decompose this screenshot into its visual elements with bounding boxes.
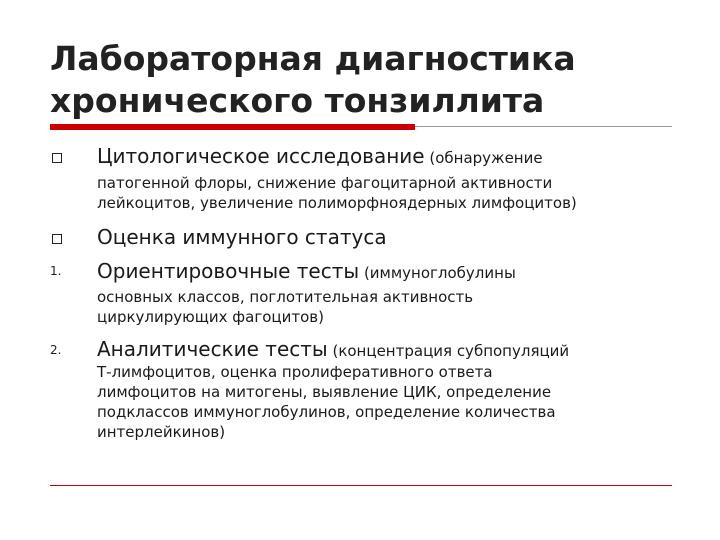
slide-title (50, 38, 690, 122)
bullet-continuation-line: циркулирующих фагоцитов) (97, 308, 324, 326)
bullet-continuation-line: Т-лимфоцитов, оценка пролиферативного ответа (97, 363, 493, 381)
square-bullet-icon (52, 153, 62, 163)
footer-divider (50, 485, 672, 486)
bullet-lead-text: Оценка иммунного статуса (97, 225, 387, 249)
bullet-line (97, 144, 543, 168)
bullet-continuation-line: лейкоцитов, увеличение полиморфноядерных лимфоцитов) (97, 194, 577, 212)
bullet-item-immune-status (50, 225, 680, 253)
bullet-continuation-line: подклассов иммуноглобулинов, определение количества (97, 403, 556, 421)
bullet-continuation (97, 173, 687, 213)
bullet-lead-text: Аналитические тесты (97, 337, 328, 361)
bullet-continuation-line: интерлейкинов) (97, 423, 226, 441)
bullet-continuation (97, 287, 687, 327)
bullet-continuation-line: лимфоцитов на митогены, выявление ЦИК, определение (97, 383, 552, 401)
bullet-line (97, 337, 569, 361)
bullet-continuation-line: патогенной флоры, снижение фагоцитарной активности (97, 174, 553, 192)
title-accent-bar (50, 124, 415, 130)
numbered-item-analytic-tests (50, 337, 680, 449)
numbered-item-screening-tests (50, 259, 680, 329)
bullet-line (97, 259, 516, 283)
bullet-tail-text: (концентрация субпопуляций (327, 342, 570, 360)
bullet-continuation (97, 362, 687, 442)
item-number: 2. (50, 343, 62, 357)
bullet-continuation-line: основных классов, поглотительная активность (97, 288, 474, 306)
slide-title-line-2: хронического тонзиллита (50, 81, 545, 120)
item-number: 1. (50, 264, 62, 278)
bullet-tail-text: (обнаружение (424, 149, 543, 167)
bullet-lead-text: Ориентировочные тесты (97, 259, 360, 283)
bullet-lead-text: Цитологическое исследование (97, 144, 425, 168)
bullet-line (97, 225, 387, 249)
bullet-item-cytology (50, 144, 680, 224)
slide-title-line-1: Лабораторная диагностика (50, 39, 576, 78)
square-bullet-icon (52, 234, 62, 244)
bullet-tail-text: (иммуноглобулины (359, 264, 516, 282)
